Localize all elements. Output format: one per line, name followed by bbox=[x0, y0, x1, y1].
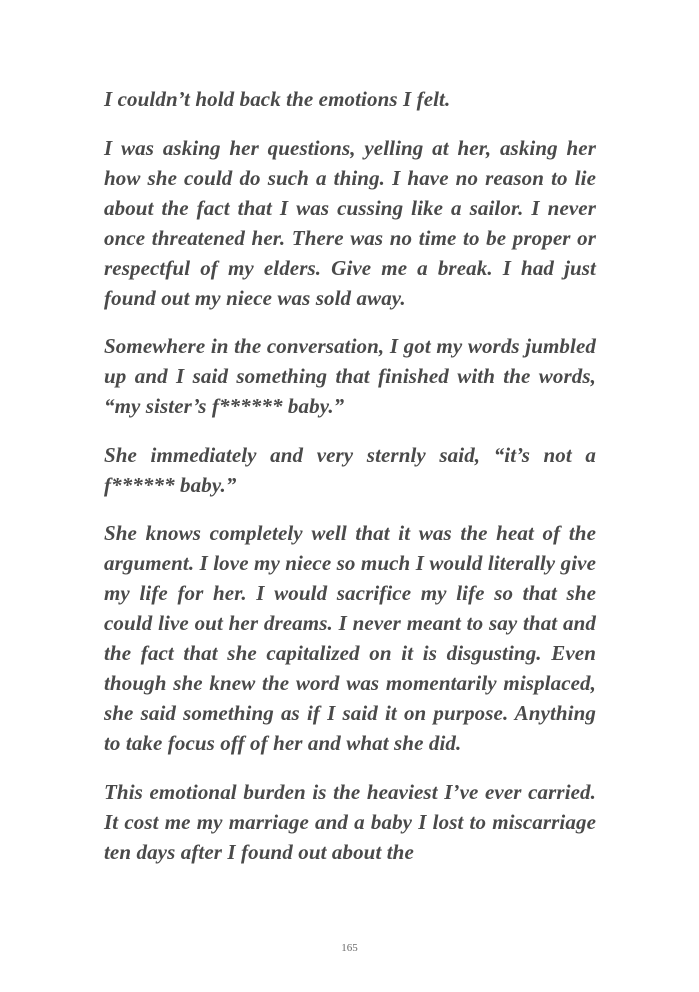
paragraph-4: She immediately and very sternly said, “it’s not a f****** baby.” bbox=[104, 442, 596, 497]
paragraph-5: She knows completely well that it was the heat of the argument. I love my niece so much I would literally give my life for her. I would sacrifice my life so that she could live out her dreams. I never meant to say that and the fact that she capitalized on it is disgusting. Even though she knew the word was momentarily misplaced, she said something as if I said it on purpose. Anything to take focus off of her and what she did. bbox=[104, 521, 596, 755]
paragraph-3: Somewhere in the conversation, I got my words jumbled up and I said something that finished with the words, “my sister’s f****** baby.” bbox=[104, 334, 596, 418]
page-number: 165 bbox=[341, 942, 358, 954]
paragraph-1: I couldn’t hold back the emotions I felt. bbox=[104, 87, 451, 111]
paragraph-6: This emotional burden is the heaviest I’ve ever carried. It cost me my marriage and a baby I lost to miscarriage ten days after I found out about the bbox=[104, 779, 596, 864]
paragraph-2: I was asking her questions, yelling at her, asking her how she could do such a thing. I have no reason to lie about the fact that I was cussing like a sailor. I never once threatened her. There was no time to be proper or respectful of my elders. Give me a break. I had just found out my niece was sold away. bbox=[104, 135, 596, 310]
body-text bbox=[104, 84, 596, 885]
